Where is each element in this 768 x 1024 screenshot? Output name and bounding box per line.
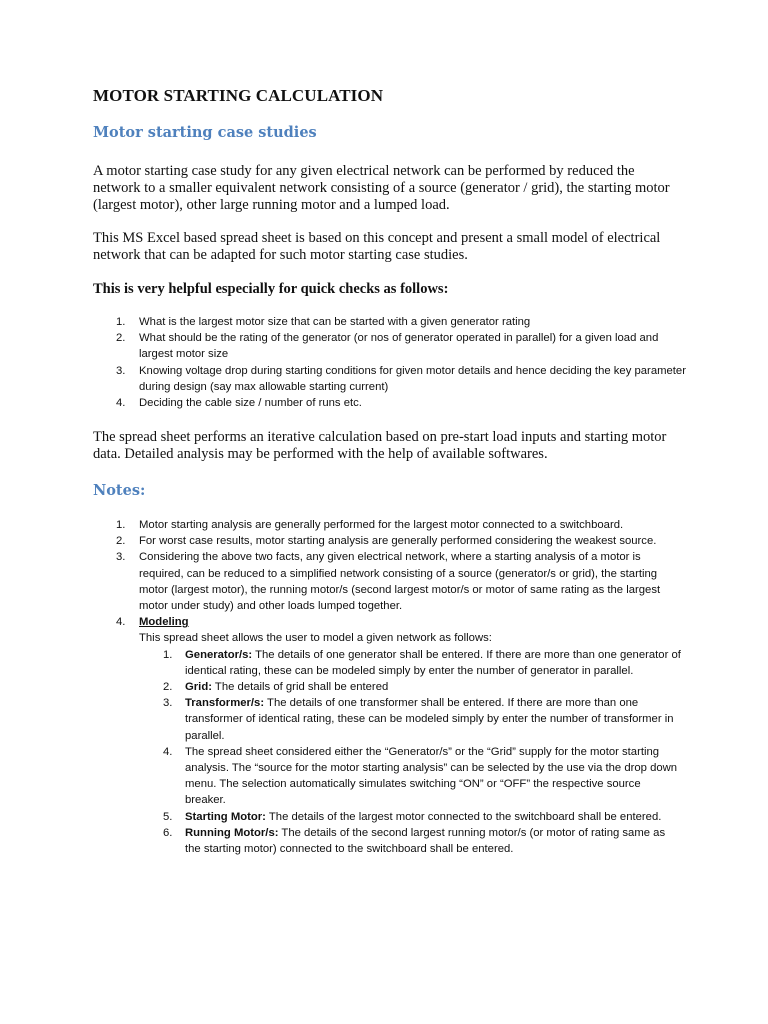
paragraph-spreadsheet: This MS Excel based spread sheet is based on this concept and present a small model of electrical network that can be adapted for such motor starting case studies. xyxy=(93,230,661,263)
list-item: 2. For worst case results, motor starting analysis are generally performed considering the weakest source. xyxy=(116,535,657,548)
list-item: 6. Running Motor/s: The details of the second largest running motor/s (or motor of rating same as the starting motor) connected to the switchboard shall be entered. xyxy=(163,826,666,856)
list-item: 2. What should be the rating of the generator (or nos of generator operated in parallel) for a given load and largest motor size xyxy=(116,332,659,361)
list-item: 2. Grid: The details of grid shall be entered xyxy=(163,681,389,694)
paragraph-intro: A motor starting case study for any given electrical network can be performed by reduced the network to a smaller equivalent network consisting of a source (generator / grid), the starting motor (largest motor), other large running motor and a lumped load. xyxy=(93,163,670,213)
modeling-label: Modeling xyxy=(139,616,189,629)
document-title: MOTOR STARTING CALCULATION xyxy=(93,86,384,105)
list-item: 4. The spread sheet considered either the “Generator/s” or the “Grid” supply for the motor starting analysis. The “source for the motor starting analysis” can be selected by the use via the drop down menu. The selection automatically simulates switching “ON” or “OFF” the respective source breaker. xyxy=(163,745,678,807)
modeling-sublist xyxy=(139,647,683,858)
list-item: 3. Knowing voltage drop during starting conditions for given motor details and hence deciding the key parameter during design (say max allowable starting current) xyxy=(116,364,686,393)
paragraph-iterative: The spread sheet performs an iterative calculation based on pre-start load inputs and starting motor data. Detailed analysis may be performed with the help of available softwares. xyxy=(93,429,667,462)
quick-checks-list xyxy=(93,314,693,411)
list-item-modeling: 4. Modeling This spread sheet allows the user to model a given network as follows: 1. Generator/s: The details of one generator shall be entered. If there are more than one generator of identical rating, these can be modeled simply by enter the number of generator in parallel. 2. Grid: The details of grid shall be entered 3. Transformer/s: The details of one transformer shall be entered. If there are more than one transformer of identical rating, these can be modeled simply by enter the number of transformer in parallel. 4. The spread sheet considered either the “Generator/s” or the “Grid” supply for the motor starting analysis. The “source for the motor starting analysis” can be selected by the use via the drop down menu. The selection automatically simulates switching “ON” or “OFF” the respective source breaker. 5. Starting Motor: The details of the largest motor connected to the switchboard shall be entered. 6. Running Motor/s: The details of the second largest running motor/s (or motor of rating same as the starting motor) connected to the switchboard shall be entered. xyxy=(93,614,683,857)
section-heading-case-studies: Motor starting case studies xyxy=(93,124,317,141)
list-item: 1. Generator/s: The details of one generator shall be entered. If there are more than one generator of identical rating, these can be modeled simply by enter the number of generator in parallel. xyxy=(163,648,681,677)
list-item: 3. Considering the above two facts, any given electrical network, where a starting analysis of a motor is required, can be reduced to a simplified network consisting of a source (generator/s or grid), the starting motor (largest motor), the running motor/s (second largest motor/s or motor of same rating as the largest motor under study) and other loads lumped together. xyxy=(116,551,661,613)
list-item: 3. Transformer/s: The details of one transformer shall be entered. If there are more than one transformer of identical rating, these can be modeled simply by enter the number of transformer in parallel. xyxy=(163,697,674,742)
modeling-intro: This spread sheet allows the user to model a given network as follows: xyxy=(139,632,492,645)
list-item: 1. What is the largest motor size that can be started with a given generator rating xyxy=(116,316,531,328)
lead-quick-checks: This is very helpful especially for quick checks as follows: xyxy=(93,281,449,297)
notes-list xyxy=(93,517,683,857)
section-heading-notes: Notes: xyxy=(93,482,146,499)
list-item: 4. Deciding the cable size / number of runs etc. xyxy=(116,397,362,410)
list-item: 1. Motor starting analysis are generally performed for the largest motor connected to a switchboard. xyxy=(116,519,624,531)
list-item: 5. Starting Motor: The details of the largest motor connected to the switchboard shall be entered. xyxy=(163,810,662,823)
